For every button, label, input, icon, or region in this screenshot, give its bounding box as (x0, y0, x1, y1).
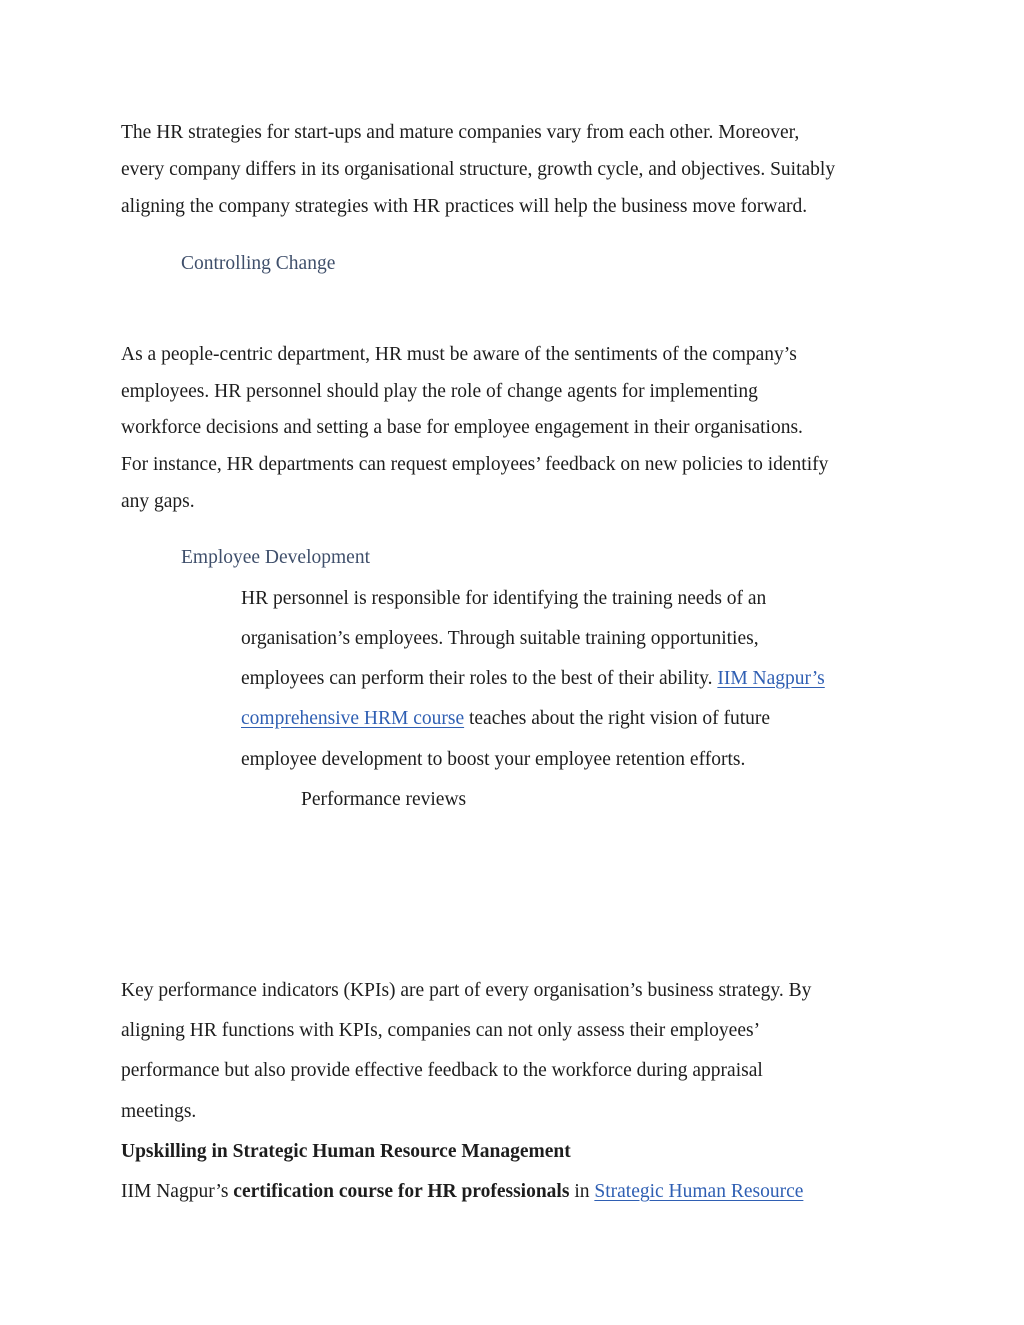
controlling-change-line: For instance, HR departments can request employees’ feedback on new policies to identify (121, 454, 829, 475)
controlling-change-line: any gaps. (121, 491, 195, 512)
iim-nagpur-link[interactable]: IIM Nagpur’s (717, 668, 825, 689)
performance-reviews-line: performance but also provide effective feedback to the workforce during appraisal (121, 1060, 763, 1081)
controlling-change-heading: Controlling Change (181, 253, 336, 274)
performance-reviews-line: Key performance indicators (KPIs) are part of every organisation’s business strategy. By (121, 980, 812, 1001)
employee-development-line: employee development to boost your employee retention efforts. (241, 749, 746, 770)
upskilling-text: in (569, 1181, 595, 1202)
controlling-change-line: employees. HR personnel should play the role of change agents for implementing (121, 381, 758, 402)
performance-reviews-heading: Performance reviews (301, 789, 467, 810)
employee-development-line (241, 709, 770, 729)
employee-development-heading: Employee Development (181, 547, 370, 568)
employee-development-line: HR personnel is responsible for identifying the training needs of an (241, 588, 767, 609)
upskilling-line (121, 1182, 803, 1202)
controlling-change-line: As a people-centric department, HR must be aware of the sentiments of the company’s (121, 344, 797, 365)
controlling-change-line: workforce decisions and setting a base for employee engagement in their organisations. (121, 417, 803, 438)
intro-line: every company differs in its organisational structure, growth cycle, and objectives. Suitably (121, 159, 836, 180)
strategic-hr-link[interactable]: Strategic Human Resource (594, 1181, 804, 1202)
performance-reviews-line: aligning HR functions with KPIs, companies can not only assess their employees’ (121, 1020, 761, 1041)
employee-development-line (241, 669, 825, 689)
performance-reviews-line: meetings. (121, 1101, 197, 1122)
hrm-course-link[interactable]: comprehensive HRM course (241, 708, 465, 729)
employee-development-text: teaches about the right vision of future (464, 708, 771, 729)
intro-line: The HR strategies for start-ups and mature companies vary from each other. Moreover, (121, 122, 800, 143)
employee-development-text: employees can perform their roles to the best of their ability. (241, 668, 718, 689)
employee-development-line: organisation’s employees. Through suitable training opportunities, (241, 628, 759, 649)
upskilling-bold-text: certification course for HR professionals (233, 1181, 570, 1202)
upskilling-text: IIM Nagpur’s (121, 1181, 234, 1202)
intro-line: aligning the company strategies with HR practices will help the business move forward. (121, 196, 808, 217)
upskilling-heading: Upskilling in Strategic Human Resource Management (121, 1141, 571, 1162)
